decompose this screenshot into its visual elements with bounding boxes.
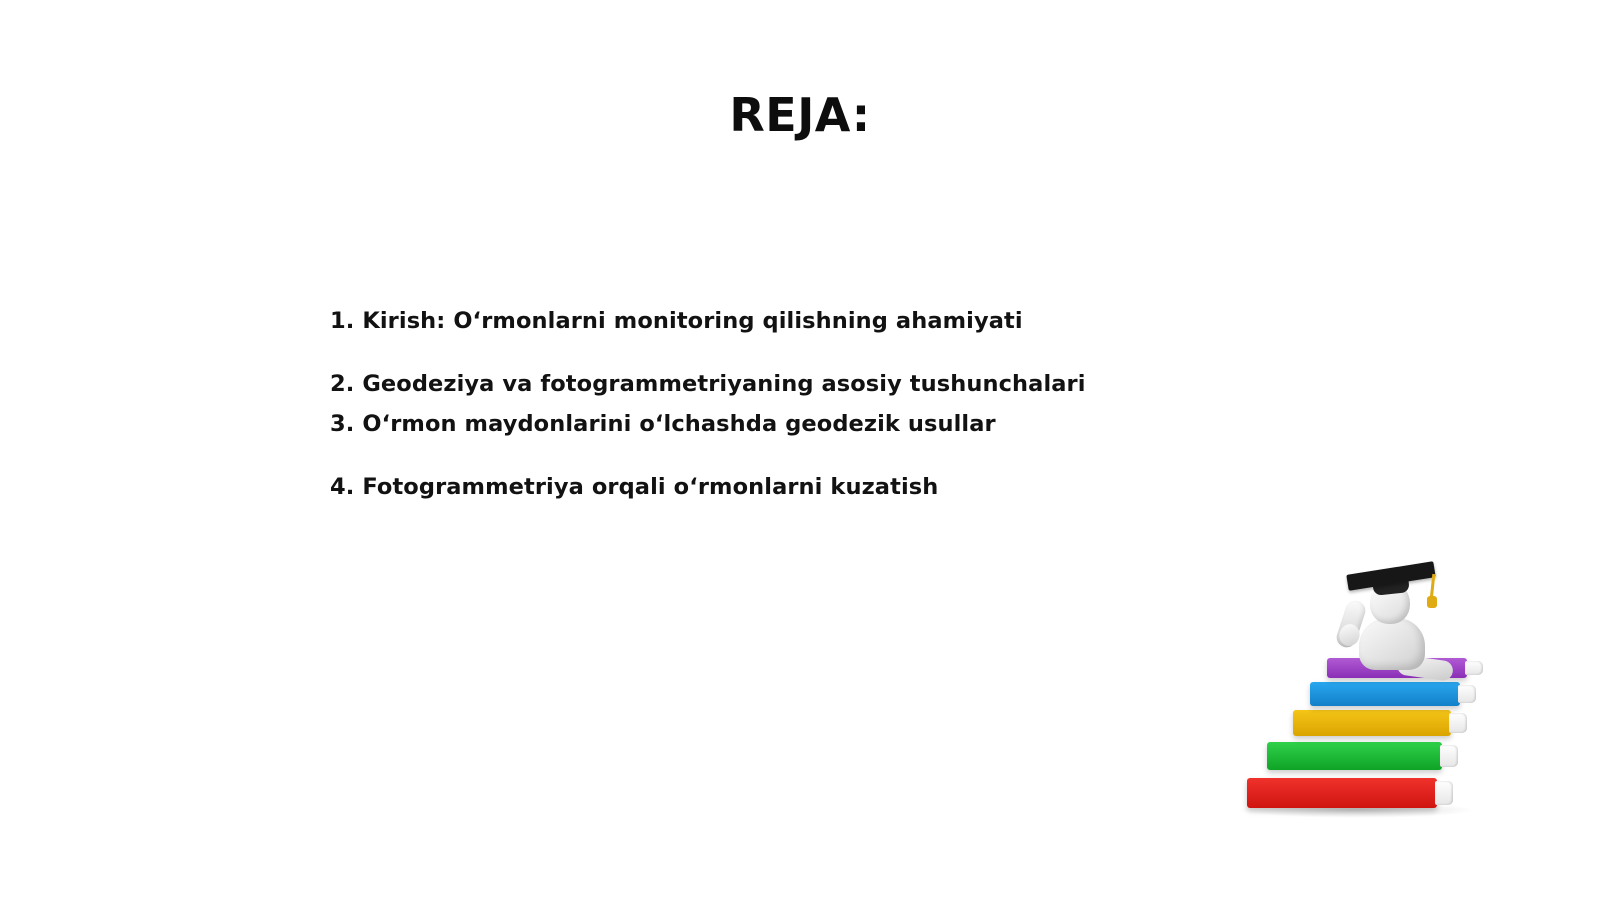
graduate-figure-icon	[1335, 560, 1465, 680]
list-item: 2. Geodeziya va fotogrammetriyaning asosiy tushunchalari	[330, 370, 1086, 397]
book-red-icon	[1247, 778, 1437, 808]
list-item: 1. Kirish: O‘rmonlarni monitoring qilishning ahamiyati	[330, 308, 1023, 334]
graduate-figure-on-books-illustration	[1215, 530, 1505, 840]
list-item: 3. O‘rmon maydonlarini o‘lchashda geodezik usullar	[330, 411, 996, 438]
book-pages	[1440, 745, 1458, 767]
page-title: REJA:	[729, 88, 871, 142]
book-green-icon	[1267, 742, 1442, 770]
book-pages	[1465, 661, 1483, 675]
book-pages	[1458, 685, 1476, 703]
book-yellow-icon	[1293, 710, 1451, 736]
book-pages	[1449, 713, 1467, 733]
figure-body	[1359, 618, 1425, 670]
book-blue-icon	[1310, 682, 1460, 706]
book-pages	[1435, 781, 1453, 805]
agenda-list	[330, 305, 1380, 534]
graduation-cap-tassel-knot-icon	[1427, 596, 1437, 608]
list-item: 4. Fotogrammetriya orqali o‘rmonlarni kuzatish	[330, 473, 939, 500]
